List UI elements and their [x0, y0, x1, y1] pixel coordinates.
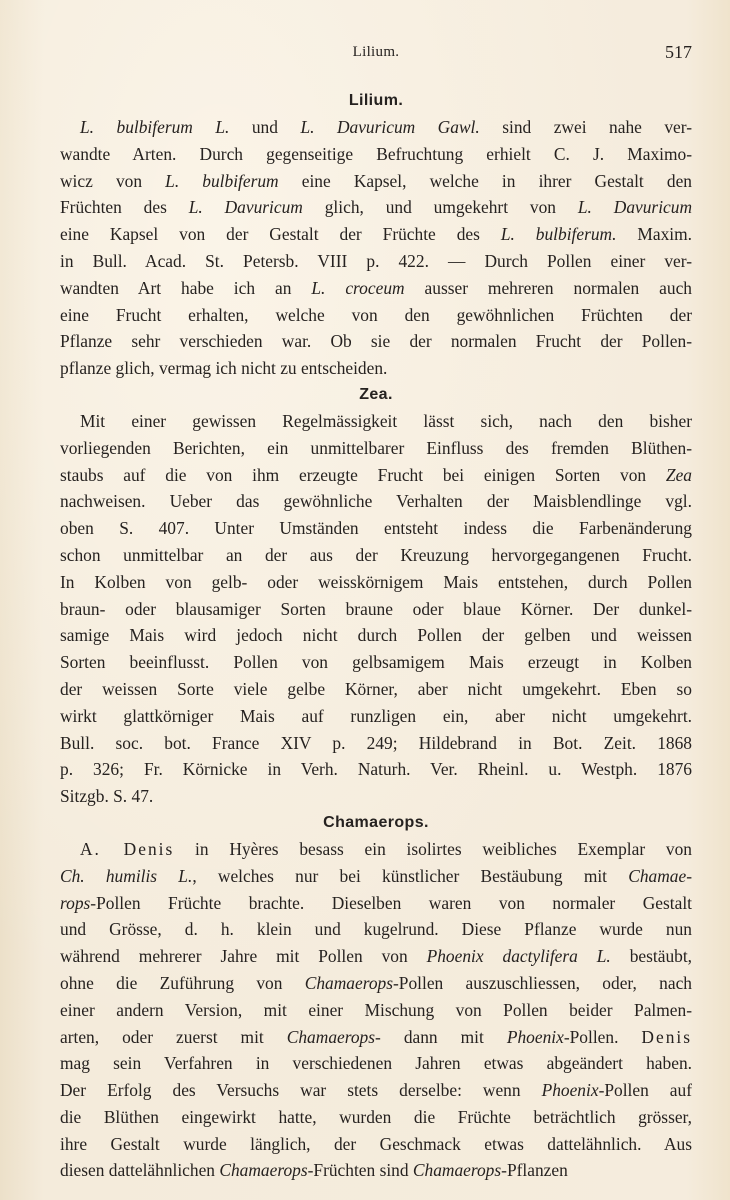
- italic-run: L. bulbiferum L.: [80, 117, 230, 137]
- text-run: Sorten beeinflusst. Pollen von gelbsamigem Mais erzeugt in Kolben: [60, 652, 692, 673]
- text-line: [60, 916, 692, 943]
- text-line: [60, 488, 692, 515]
- text-run: braun- oder blausamiger Sorten braune oder blaue Körner. Der dunkel-: [60, 598, 692, 619]
- text-line: [60, 970, 692, 997]
- text-run: wirkt glattkörniger Mais auf runzligen ein, aber nicht umgekehrt.: [60, 705, 692, 726]
- text-line: [60, 997, 692, 1024]
- text-run: sind zwei nahe ver-: [479, 117, 692, 137]
- text-run: Pflanze sehr verschieden war. Ob sie der normalen Frucht der Pollen-: [60, 331, 692, 352]
- section-heading: Zea.: [359, 385, 393, 403]
- text-line: [60, 141, 692, 168]
- text-line: [60, 703, 692, 730]
- text-run: samige Mais wird jedoch nicht durch Pollen der gelben und weissen: [60, 625, 692, 646]
- text-run: arten, oder zuerst mit: [60, 1026, 287, 1047]
- italic-run: Phoenix dactylifera L.: [426, 946, 611, 967]
- text-line: [60, 462, 692, 489]
- text-run: -Pollen auf: [598, 1080, 692, 1101]
- text-run: der weissen Sorte viele gelbe Körner, aber nicht umgekehrt. Eben so: [60, 678, 692, 699]
- text-line: [60, 194, 692, 221]
- text-run: -Pollen auszuschliessen, oder, nach: [393, 972, 692, 993]
- text-run: eine Frucht erhalten, welche von den gewöhnlichen Früchten der: [60, 304, 692, 325]
- text-line: [60, 328, 692, 355]
- italic-run: Chamae-: [628, 865, 692, 886]
- text-line: [60, 730, 692, 757]
- text-line: [60, 863, 692, 890]
- text-run: und: [229, 117, 301, 137]
- text-run: wicz von: [60, 170, 166, 191]
- text-run: wandte Arten. Durch gegenseitige Befruchtung erhielt C. J. Maximo-: [60, 143, 692, 164]
- text-run: A. Denis: [80, 838, 175, 859]
- text-line: [60, 1131, 692, 1158]
- text-run: -Früchten sind: [307, 1160, 413, 1181]
- text-run: eine Kapsel, welche in ihrer Gestalt den: [278, 170, 692, 191]
- text-run: Sitzgb. S. 47.: [60, 786, 154, 807]
- text-run: schon unmittelbar an der aus der Kreuzung hervorgegangenen Frucht.: [60, 544, 692, 565]
- text-run: Mit einer gewissen Regelmässigkeit lässt sich, nach den bisher: [80, 410, 692, 431]
- text-line: [60, 569, 692, 596]
- italic-run: L. Davuricum: [577, 197, 692, 218]
- italic-run: Phoenix: [506, 1026, 564, 1047]
- text-run: p. 326; Fr. Körnicke in Verh. Naturh. Ver. Rheinl. u. Westph. 1876: [60, 759, 692, 780]
- text-run: bestäubt,: [610, 946, 692, 967]
- text-run: und Grösse, d. h. klein und kugelrund. Diese Pflanze wurde nun: [60, 919, 692, 940]
- text-run: ohne die Zuführung von: [60, 972, 305, 993]
- italic-run: L. croceum: [311, 277, 405, 298]
- text-line: [60, 542, 692, 569]
- text-run: einer andern Version, mit einer Mischung von Pollen beider Palmen-: [60, 999, 692, 1020]
- text-line: [60, 943, 692, 970]
- text-run: vorliegenden Berichten, ein unmittelbarer Einfluss des fremden Blüthen-: [60, 437, 692, 458]
- text-line: [60, 1024, 692, 1051]
- text-line: [60, 890, 692, 917]
- text-line: [60, 1077, 692, 1104]
- text-run: eine Kapsel von der Gestalt der Früchte des: [60, 224, 501, 245]
- text-run: ausser mehreren normalen auch: [404, 277, 692, 298]
- text-line: [60, 355, 692, 382]
- italic-run: Chamaerops: [286, 1026, 376, 1047]
- text-line: [60, 596, 692, 623]
- text-run: -Pflanzen: [501, 1160, 568, 1181]
- text-line: [60, 1157, 692, 1184]
- text-line: [60, 275, 692, 302]
- text-run: Denis: [641, 1026, 692, 1047]
- text-run: Bull. soc. bot. France XIV p. 249; Hildebrand in Bot. Zeit. 1868: [60, 732, 692, 753]
- text-line: [60, 622, 692, 649]
- body-text: [60, 88, 692, 1184]
- italic-run: Chamaerops: [219, 1160, 308, 1181]
- text-line: [60, 649, 692, 676]
- text-run: In Kolben von gelb- oder weisskörnigem Mais entstehen, durch Pollen: [60, 571, 692, 592]
- text-line: [60, 783, 692, 810]
- italic-run: Ch. humilis L.: [60, 865, 193, 886]
- text-run: pflanze glich, vermag ich nicht zu entscheiden.: [60, 358, 388, 379]
- italic-run: Chamaerops: [304, 972, 393, 993]
- text-run: mag sein Verfahren in verschiedenen Jahren etwas abgeändert haben.: [60, 1053, 692, 1074]
- text-run: staubs auf die von ihm erzeugte Frucht bei einigen Sorten von: [60, 464, 666, 485]
- section-heading: Lilium.: [348, 92, 404, 109]
- running-head: [60, 40, 692, 70]
- text-line: [60, 1104, 692, 1131]
- italic-run: L. bulbiferum: [165, 170, 279, 191]
- italic-run: L. bulbiferum.: [500, 224, 617, 245]
- text-run: nachweisen. Ueber das gewöhnliche Verhalten der Maisblendlinge vgl.: [60, 491, 692, 512]
- text-run: in Bull. Acad. St. Petersb. VIII p. 422. — Durch Pollen einer ver-: [60, 250, 692, 271]
- text-line: [60, 1050, 692, 1077]
- text-line: [60, 515, 692, 542]
- text-line: [60, 408, 692, 435]
- running-title: Lilium.: [352, 44, 400, 60]
- text-run: Früchten des: [60, 197, 189, 218]
- text-line: [60, 221, 692, 248]
- text-run: diesen dattelähnlichen: [60, 1160, 220, 1181]
- text-run: -Pollen.: [563, 1026, 642, 1047]
- section-heading: Chamaerops.: [323, 813, 429, 831]
- text-run: oben S. 407. Unter Umständen entsteht indess die Farbenänderung: [60, 518, 692, 539]
- italic-run: L. Davuricum: [188, 197, 303, 218]
- text-run: Der Erfolg des Versuchs war stets derselbe: wenn: [60, 1080, 542, 1101]
- text-line: [60, 302, 692, 329]
- text-line: [60, 836, 692, 863]
- page-number: 517: [665, 42, 692, 62]
- text-run: glich, und umgekehrt von: [302, 197, 578, 218]
- text-run: während mehrerer Jahre mit Pollen von: [60, 946, 427, 967]
- text-line: [60, 676, 692, 703]
- text-run: die Blüthen eingewirkt hatte, wurden die Früchte beträchtlich grösser,: [60, 1106, 692, 1127]
- italic-run: rops: [60, 892, 91, 913]
- text-run: ihre Gestalt wurde länglich, der Geschmack etwas dattelähnlich. Aus: [60, 1133, 692, 1154]
- text-line: [60, 435, 692, 462]
- text-run: -Pollen Früchte brachte. Dieselben waren von normaler Gestalt: [90, 892, 692, 913]
- text-line: [60, 114, 692, 141]
- italic-run: Phoenix: [541, 1080, 599, 1101]
- text-line: [60, 248, 692, 275]
- text-line: [60, 756, 692, 783]
- text-run: wandten Art habe ich an: [60, 277, 312, 298]
- text-run: - dann mit: [375, 1026, 507, 1047]
- text-line: [60, 168, 692, 195]
- text-run: , welches nur bei künstlicher Bestäubung mit: [192, 865, 629, 886]
- text-run: in Hyères besass ein isolirtes weibliches Exemplar von: [174, 838, 692, 859]
- italic-run: Chamaerops: [412, 1160, 502, 1181]
- italic-run: L. Davuricum Gawl.: [300, 117, 480, 137]
- italic-run: Zea: [665, 464, 692, 485]
- text-run: Maxim.: [616, 224, 692, 245]
